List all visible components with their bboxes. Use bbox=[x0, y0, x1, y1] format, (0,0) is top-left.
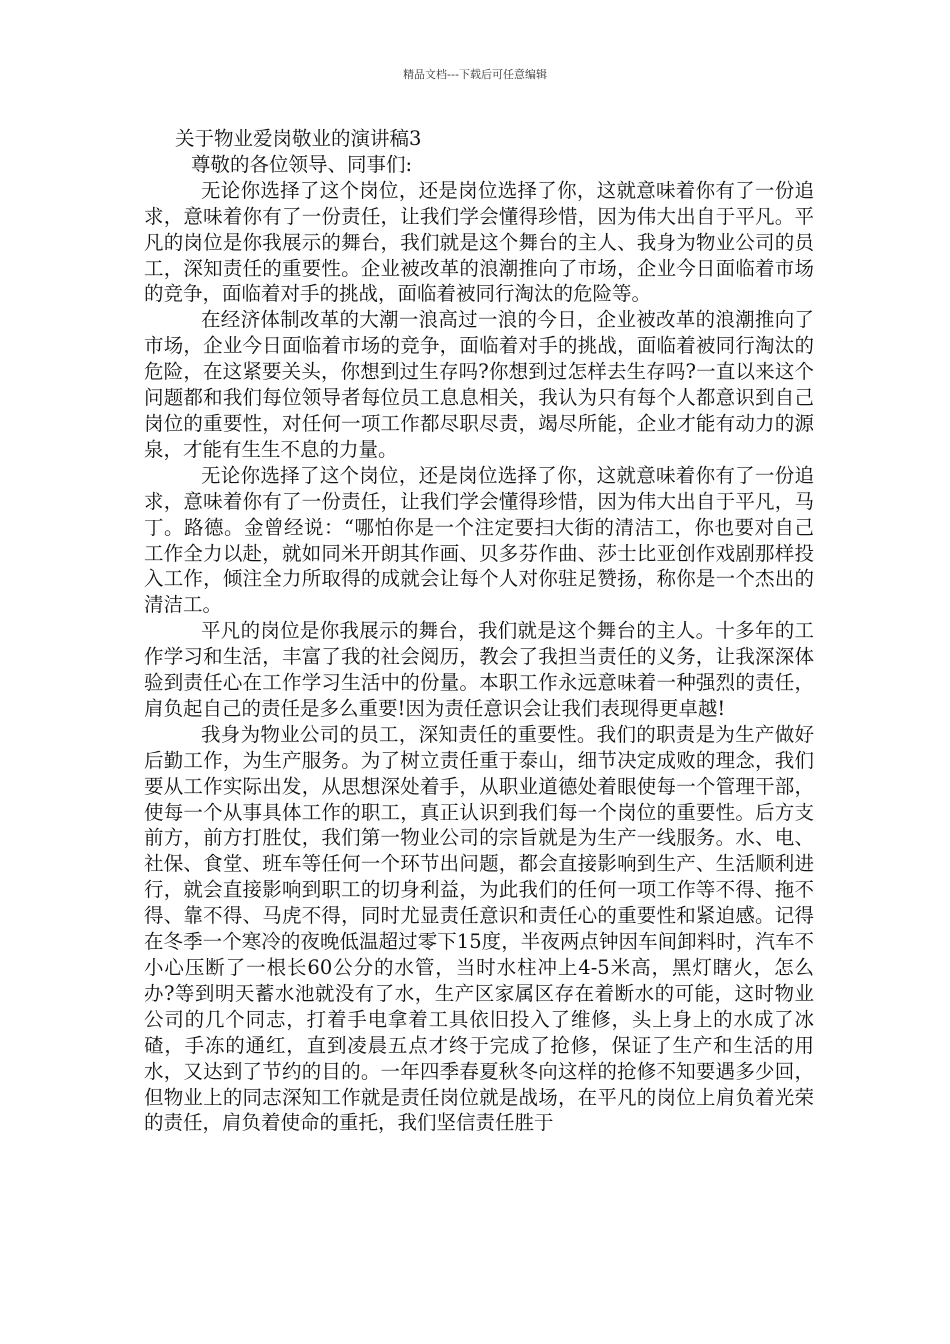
greeting: 尊敬的各位领导、同事们: bbox=[191, 152, 413, 176]
paragraph-1: 无论你选择了这个岗位，还是岗位选择了你，这就意味着你有了一份追求，意味着你有了一份责任，让我们学会懂得珍惜，因为伟大出自于平凡。平凡的岗位是你我展示的舞台，我们就是这个舞台的主人、我身为物业公司的员工，深知责任的重要性。企业被改革的浪潮推向了市场，企业今日面临着市场的竞争，面临着对手的挑战，面临着被同行淘汰的危险等。 bbox=[144, 178, 814, 306]
paragraph-3: 无论你选择了这个岗位，还是岗位选择了你，这就意味着你有了一份追求，意味着你有了一份责任，让我们学会懂得珍惜，因为伟大出自于平凡，马丁。路德。金曾经说：“哪怕你是一个注定要扫大街的清洁工，你也要对自己工作全力以赴，就如同米开朗其作画、贝多芬作曲、莎士比亚创作戏剧那样投入工作，倾注全力所取得的成就会让每个人对你驻足赞扬，称你是一个杰出的清洁工。 bbox=[144, 463, 814, 617]
document-body bbox=[144, 126, 814, 1136]
page-header: 精品文档---下载后可任意编辑 bbox=[403, 68, 547, 81]
document-title: 关于物业爱岗敬业的演讲稿3 bbox=[175, 127, 422, 150]
paragraph-2: 在经济体制改革的大潮一浪高过一浪的今日，企业被改革的浪潮推向了市场，企业今日面临着市场的竞争，面临着对手的挑战，面临着被同行淘汰的危险，在这紧要关头，你想到过生存吗?你想到过怎样去生存吗?一直以来这个问题都和我们每位领导者每位员工息息相关，我认为只有每个人都意识到自己岗位的重要性，对任何一项工作都尽职尽责，竭尽所能，企业才能有动力的源泉，才能有生生不息的力量。 bbox=[144, 308, 814, 461]
paragraph-4: 平凡的岗位是你我展示的舞台，我们就是这个舞台的主人。十多年的工作学习和生活，丰富了我的社会阅历，教会了我担当责任的义务，让我深深体验到责任心在工作学习生活中的份量。本职工作永远意味着一种强烈的责任，肩负起自己的责任是多么重要!因为责任意识会让我们表现得更卓越! bbox=[144, 619, 814, 720]
paragraph-5: 我身为物业公司的员工，深知责任的重要性。我们的职责是为生产做好后勤工作，为生产服务。为了树立责任重于泰山，细节决定成败的理念，我们要从工作实际出发，从思想深处着手，从职业道德处着眼使每一个管理干部，使每一个从事具体工作的职工，真正认识到我们每一个岗位的重要性。后方支前方，前方打胜仗，我们第一物业公司的宗旨就是为生产一线服务。水、电、社保、食堂、班车等任何一个环节出问题，都会直接影响到生产、生活顺利进行，就会直接影响到职工的切身利益，为此我们的任何一项工作等不得、拖不得、靠不得、马虎不得，同时尤显责任意识和责任心的重要性和紧迫感。记得在冬季一个寒冷的夜晚低温超过零下15度，半夜两点钟因车间卸料时，汽车不小心压断了一根长60公分的水管，当时水柱冲上4-5米高，黑灯瞎火，怎么办?等到明天蓄水池就没有了水，生产区家属区存在着断水的可能，这时物业公司的几个同志，打着手电拿着工具依旧投入了维修，头上身上的水成了冰碴，手冻的通红，直到凌晨五点才终于完成了抢修，保证了生产和生活的用水，又达到了节约的目的。一年四季春夏秋冬向这样的抢修不知要遇多少回，但物业上的同志深知工作就是责任岗位就是战场，在平凡的岗位上肩负着光荣的责任，肩负着使命的重托，我们坚信责任胜于 bbox=[144, 722, 814, 1135]
